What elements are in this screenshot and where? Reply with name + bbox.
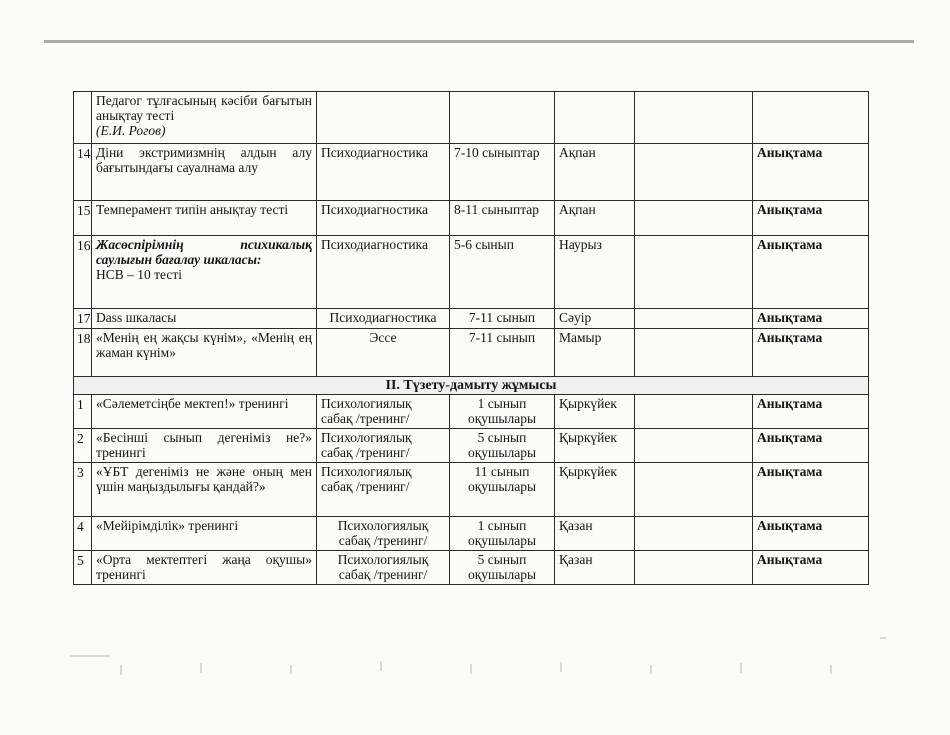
row-result: Анықтама [753, 463, 869, 517]
row-responsible [635, 395, 753, 429]
row-responsible [635, 517, 753, 551]
section-heading: II. Түзету-дамыту жұмысы [74, 377, 869, 395]
row-number: 18 [74, 329, 92, 377]
row-number: 4 [74, 517, 92, 551]
row-time: Ақпан [555, 144, 635, 201]
row-number [74, 92, 92, 144]
row-topic: «Бесінші сынып дегеніміз не?» тренингі [92, 429, 317, 463]
row-target: 1 сынып оқушылары [450, 395, 555, 429]
table-row [74, 463, 869, 517]
table-row [74, 309, 869, 329]
topic-text: Педагог тұлғасының кәсіби бағытын анықтау тесті [96, 93, 312, 123]
row-form: Психологиялық сабақ /тренинг/ [317, 395, 450, 429]
row-target: 7-10 сыныптар [450, 144, 555, 201]
row-number: 16 [74, 236, 92, 309]
row-responsible [635, 551, 753, 585]
row-target: 7-11 сынып [450, 309, 555, 329]
row-result: Анықтама [753, 144, 869, 201]
row-time: Қазан [555, 551, 635, 585]
row-target [450, 92, 555, 144]
row-form: Психологиялық сабақ /тренинг/ [317, 429, 450, 463]
row-form: Эссе [317, 329, 450, 377]
row-number: 3 [74, 463, 92, 517]
table-row [74, 92, 869, 144]
row-target: 5 сынып оқушылары [450, 429, 555, 463]
row-result: Анықтама [753, 309, 869, 329]
row-time: Ақпан [555, 201, 635, 236]
row-form: Психодиагностика [317, 309, 450, 329]
plan-table-page [73, 91, 868, 585]
row-number: 17 [74, 309, 92, 329]
row-responsible [635, 92, 753, 144]
row-result: Анықтама [753, 429, 869, 463]
row-time: Қазан [555, 517, 635, 551]
row-topic: Темперамент типін анықтау тесті [92, 201, 317, 236]
row-result: Анықтама [753, 395, 869, 429]
row-target: 7-11 сынып [450, 329, 555, 377]
row-topic: «Менің ең жақсы күнім», «Менің ең жаман күнім» [92, 329, 317, 377]
row-result [753, 92, 869, 144]
row-time [555, 92, 635, 144]
row-topic: «Сәлеметсіңбе мектеп!» тренингі [92, 395, 317, 429]
topic-bold-text: Жасөспірімнің психикалық саулығын бағалау шкаласы: [96, 237, 312, 267]
row-time: Қыркүйек [555, 463, 635, 517]
row-responsible [635, 201, 753, 236]
row-time: Наурыз [555, 236, 635, 309]
row-form: Психодиагностика [317, 236, 450, 309]
topic-text: HCB – 10 тесті [96, 267, 183, 282]
row-topic: Діни экстримизмнің алдын алу бағытындағы сауалнама алу [92, 144, 317, 201]
row-number: 1 [74, 395, 92, 429]
row-topic: «ҰБТ дегеніміз не және оның мен үшін маңыздылығы қандай?» [92, 463, 317, 517]
row-responsible [635, 309, 753, 329]
table-row [74, 236, 869, 309]
row-topic [92, 92, 317, 144]
row-target: 5 сынып оқушылары [450, 551, 555, 585]
row-time: Қыркүйек [555, 395, 635, 429]
table-row [74, 395, 869, 429]
table-row [74, 517, 869, 551]
row-responsible [635, 463, 753, 517]
row-target: 1 сынып оқушылары [450, 517, 555, 551]
table-row [74, 429, 869, 463]
section-heading-row [74, 377, 869, 395]
row-topic: Dass шкаласы [92, 309, 317, 329]
row-topic [92, 236, 317, 309]
row-number: 15 [74, 201, 92, 236]
row-responsible [635, 236, 753, 309]
row-responsible [635, 329, 753, 377]
row-form: Психодиагностика [317, 144, 450, 201]
row-target: 5-6 сынып [450, 236, 555, 309]
row-topic: «Орта мектептегі жаңа оқушы» тренингі [92, 551, 317, 585]
table-row [74, 144, 869, 201]
row-target: 8-11 сыныптар [450, 201, 555, 236]
row-form [317, 92, 450, 144]
page-top-edge [44, 40, 914, 43]
row-result: Анықтама [753, 329, 869, 377]
row-responsible [635, 144, 753, 201]
row-responsible [635, 429, 753, 463]
row-time: Мамыр [555, 329, 635, 377]
row-result: Анықтама [753, 517, 869, 551]
row-number: 2 [74, 429, 92, 463]
row-result: Анықтама [753, 236, 869, 309]
row-result: Анықтама [753, 551, 869, 585]
work-plan-table [73, 91, 869, 585]
topic-author: (Е.И. Рогов) [96, 123, 166, 138]
row-target: 11 сынып оқушылары [450, 463, 555, 517]
table-row [74, 201, 869, 236]
row-time: Сәуір [555, 309, 635, 329]
row-number: 14 [74, 144, 92, 201]
row-number: 5 [74, 551, 92, 585]
row-form: Психологиялық сабақ /тренинг/ [317, 551, 450, 585]
row-form: Психологиялық сабақ /тренинг/ [317, 517, 450, 551]
scan-bleed-through [0, 625, 950, 735]
table-row [74, 329, 869, 377]
row-form: Психологиялық сабақ /тренинг/ [317, 463, 450, 517]
table-row [74, 551, 869, 585]
row-time: Қыркүйек [555, 429, 635, 463]
row-topic: «Мейірімділік» тренингі [92, 517, 317, 551]
row-form: Психодиагностика [317, 201, 450, 236]
row-result: Анықтама [753, 201, 869, 236]
